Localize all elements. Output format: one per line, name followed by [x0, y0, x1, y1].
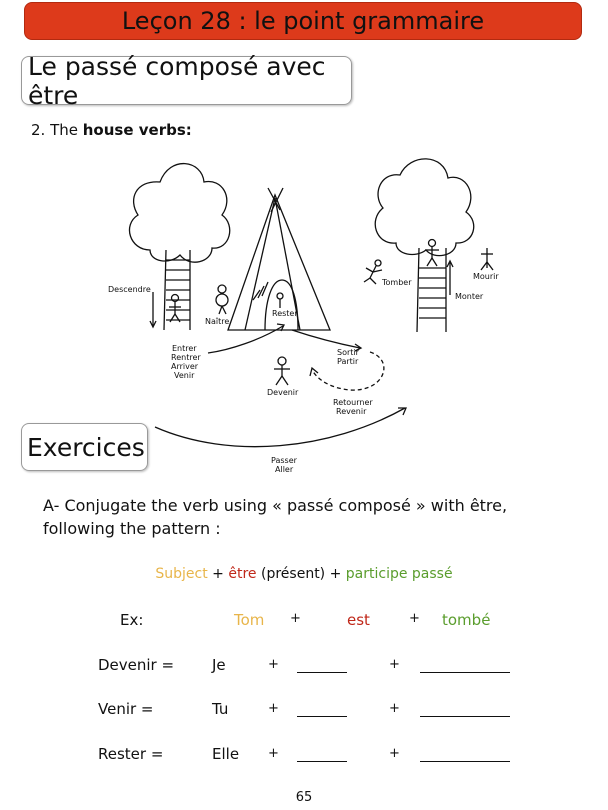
auxiliary-blank[interactable] [297, 671, 347, 673]
example-plus-1: + [290, 611, 301, 626]
pattern-present: (présent) + [256, 566, 346, 582]
retourner-arrowhead [310, 368, 318, 376]
exercise-pronoun: Elle [212, 745, 240, 763]
section-title-box [21, 51, 352, 110]
pattern-etre: être [228, 566, 257, 582]
exercise-plus-1: + [268, 657, 279, 672]
label-retourner: Retourner [333, 398, 373, 407]
exercise-verb: Rester = [98, 745, 164, 763]
tomber-figure [364, 260, 382, 284]
subheading [31, 121, 192, 139]
participle-blank[interactable] [420, 760, 510, 762]
pattern-formula [0, 566, 608, 582]
label-passer: Passer [271, 456, 297, 465]
label-naitre: Naître [205, 317, 230, 326]
auxiliary-blank[interactable] [297, 760, 347, 762]
left-tree [129, 164, 229, 330]
instruction-line-2: following the pattern : [43, 519, 221, 538]
exercise-pronoun: Tu [212, 700, 229, 718]
instruction [43, 494, 507, 540]
label-rester: Rester [272, 309, 298, 318]
exercises-title: Exercices [27, 432, 145, 462]
rester-figure [277, 293, 283, 308]
page-number: 65 [295, 790, 313, 805]
label-monter: Monter [455, 292, 484, 301]
label-aller: Aller [275, 465, 294, 474]
example-etre: est [347, 611, 370, 629]
label-venir: Venir [174, 371, 195, 380]
right-tree [375, 159, 474, 332]
passer-arrow [155, 408, 405, 447]
mourir-cross [481, 248, 493, 270]
participle-blank[interactable] [420, 671, 510, 673]
label-devenir: Devenir [267, 388, 299, 397]
example-label: Ex: [120, 611, 144, 629]
devenir-figure [274, 357, 290, 385]
pattern-plus: + [207, 566, 229, 582]
pattern-subject: Subject [155, 566, 208, 582]
label-revenir: Revenir [336, 407, 367, 416]
example-participle: tombé [442, 611, 491, 629]
exercise-pronoun: Je [212, 656, 226, 674]
lesson-title: Leçon 28 : le point grammaire [121, 7, 485, 35]
example-plus-2: + [409, 611, 420, 626]
label-tomber: Tomber [382, 278, 412, 287]
label-partir: Partir [337, 357, 359, 366]
label-mourir: Mourir [473, 272, 499, 281]
label-entrer: Entrer [172, 344, 197, 353]
exercise-plus-2: + [389, 657, 400, 672]
exercise-plus-2: + [389, 746, 400, 761]
participle-blank[interactable] [420, 715, 510, 717]
section-title: Le passé composé avec être [28, 51, 326, 110]
exercise-plus-1: + [268, 746, 279, 761]
exercise-plus-2: + [389, 701, 400, 716]
label-descendre: Descendre [108, 285, 151, 294]
pattern-participe: participe passé [345, 566, 453, 582]
subheading-bold: house verbs: [82, 121, 192, 139]
label-rentrer: Rentrer [171, 353, 201, 362]
label-arriver: Arriver [171, 362, 199, 371]
exercise-verb: Devenir = [98, 656, 175, 674]
naitre-figure [216, 285, 228, 314]
sortir-arrow [292, 330, 360, 348]
example-subject: Tom [234, 611, 265, 629]
lesson-banner [24, 2, 582, 40]
label-sortir: Sortir [337, 348, 359, 357]
exercise-verb: Venir = [98, 700, 154, 718]
exercise-plus-1: + [268, 701, 279, 716]
exercises-title-box [21, 423, 148, 471]
subheading-prefix: 2. The [31, 121, 83, 139]
auxiliary-blank[interactable] [297, 715, 347, 717]
instruction-line-1: A- Conjugate the verb using « passé composé » with être, [43, 496, 508, 515]
